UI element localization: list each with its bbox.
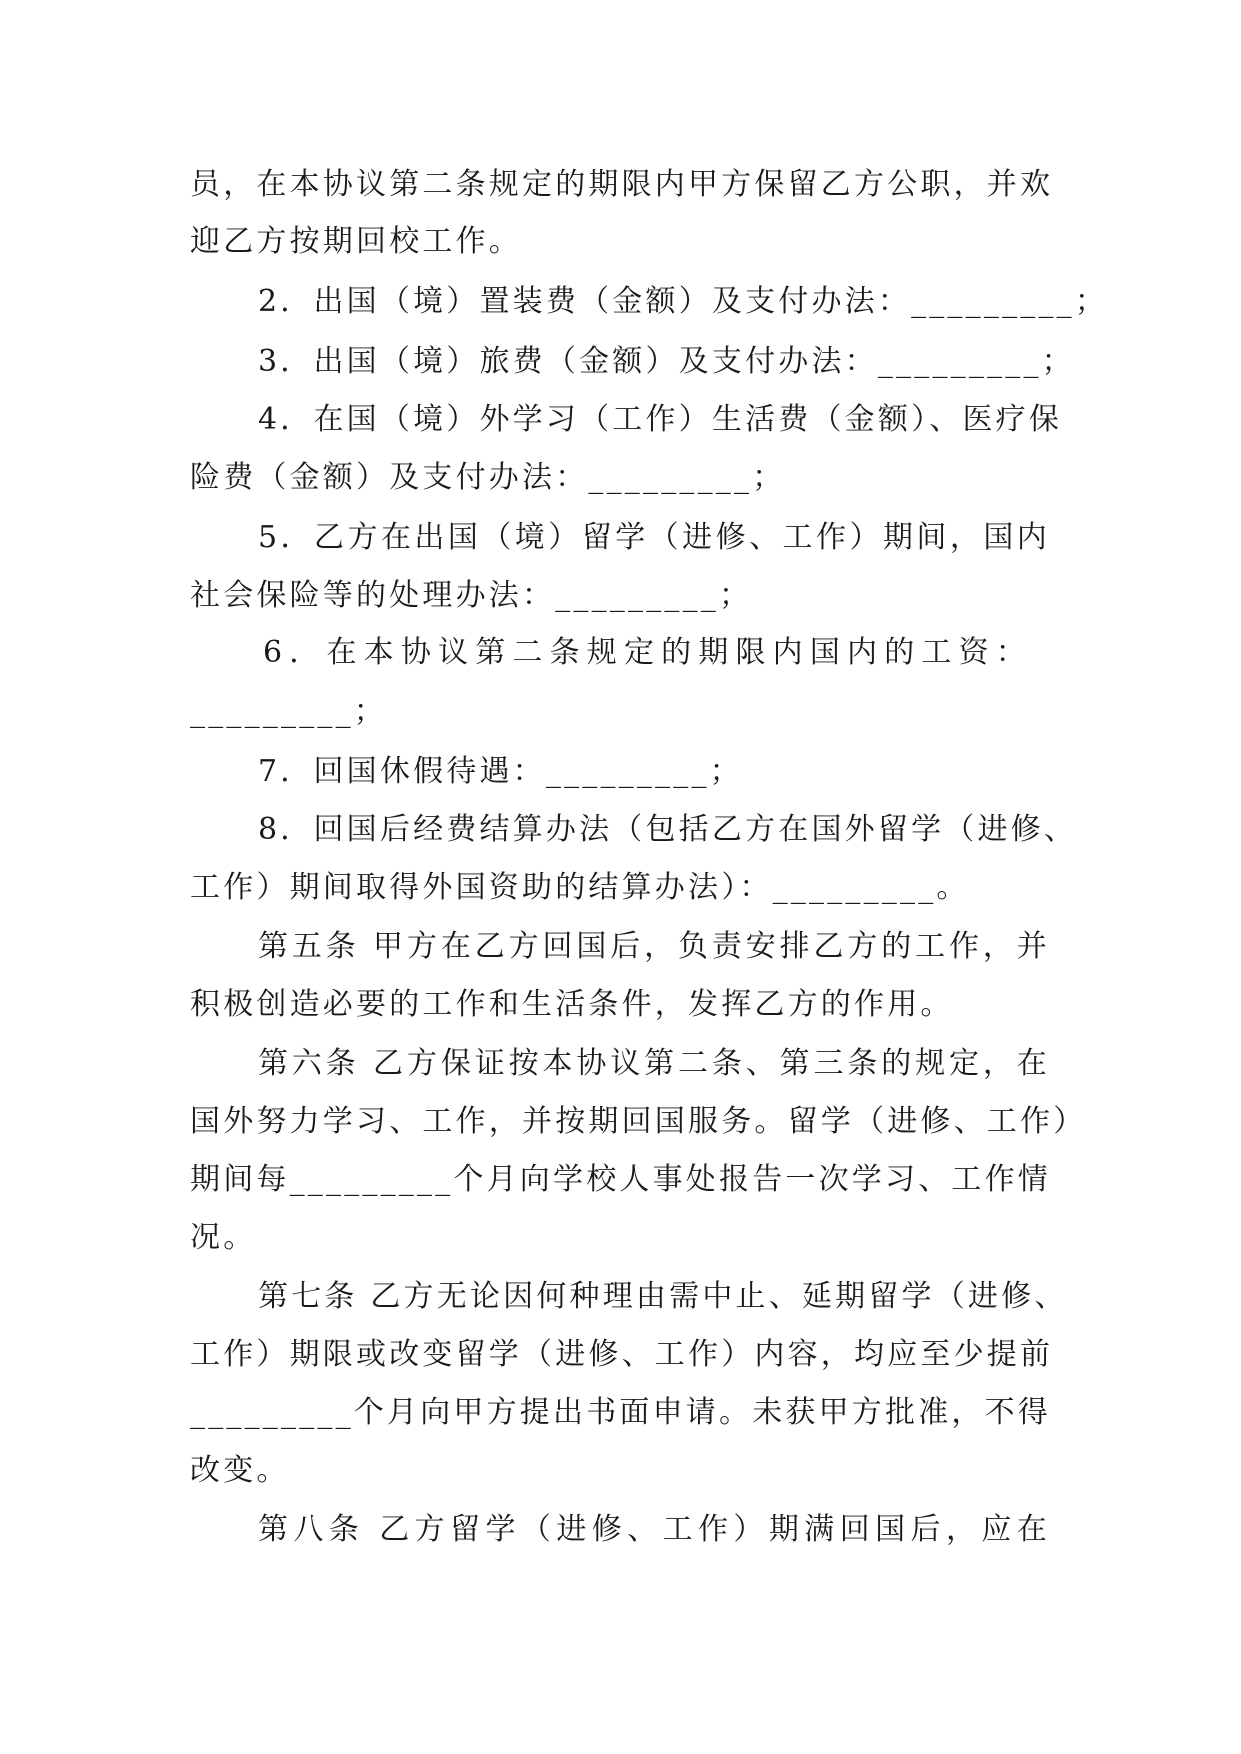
text-line: 第八条 乙方留学（进修、工作）期满回国后，应在: [258, 1512, 1050, 1547]
text-line: 国外努力学习、工作，并按期回国服务。留学（进修、工作）: [190, 1104, 1087, 1139]
text-line: 况。: [190, 1220, 257, 1255]
text-line: 6．在本协议第二条规定的期限内国内的工资：: [263, 635, 1029, 670]
text-line: 第六条 乙方保证按本协议第二条、第三条的规定，在: [258, 1046, 1050, 1081]
text-line: 第五条 甲方在乙方回国后，负责安排乙方的工作，并: [258, 929, 1050, 964]
text-line: 改变。: [190, 1453, 290, 1488]
text-line: 积极创造必要的工作和生活条件，发挥乙方的作用。: [190, 987, 954, 1022]
text-line: 7．回国休假待遇：_________；: [258, 754, 743, 789]
text-line: _________；: [190, 694, 387, 729]
text-line: _________个月向甲方提出书面申请。未获甲方批准，不得: [190, 1395, 1051, 1430]
text-line: 员，在本协议第二条规定的期限内甲方保留乙方公职，并欢: [190, 167, 1054, 202]
text-line: 8．回国后经费结算办法（包括乙方在国外留学（进修、: [258, 812, 1078, 847]
text-line: 迎乙方按期回校工作。: [190, 224, 522, 259]
text-line: 2．出国（境）置装费（金额）及支付办法：_________；: [258, 284, 1109, 319]
text-line: 工作）期间取得外国资助的结算办法）：_________。: [190, 870, 970, 905]
text-line: 险费（金额）及支付办法：_________；: [190, 460, 786, 495]
text-line: 工作）期限或改变留学（进修、工作）内容，均应至少提前: [190, 1337, 1054, 1372]
text-line: 3．出国（境）旅费（金额）及支付办法：_________；: [258, 344, 1075, 379]
text-line: 第七条 乙方无论因何种理由需中止、延期留学（进修、: [258, 1279, 1068, 1314]
text-line: 期间每_________个月向学校人事处报告一次学习、工作情: [190, 1162, 1051, 1197]
text-line: 社会保险等的处理办法：_________；: [190, 578, 753, 613]
text-line: 5．乙方在出国（境）留学（进修、工作）期间，国内: [258, 520, 1050, 555]
text-line: 4．在国（境）外学习（工作）生活费（金额）、医疗保: [258, 402, 1063, 437]
